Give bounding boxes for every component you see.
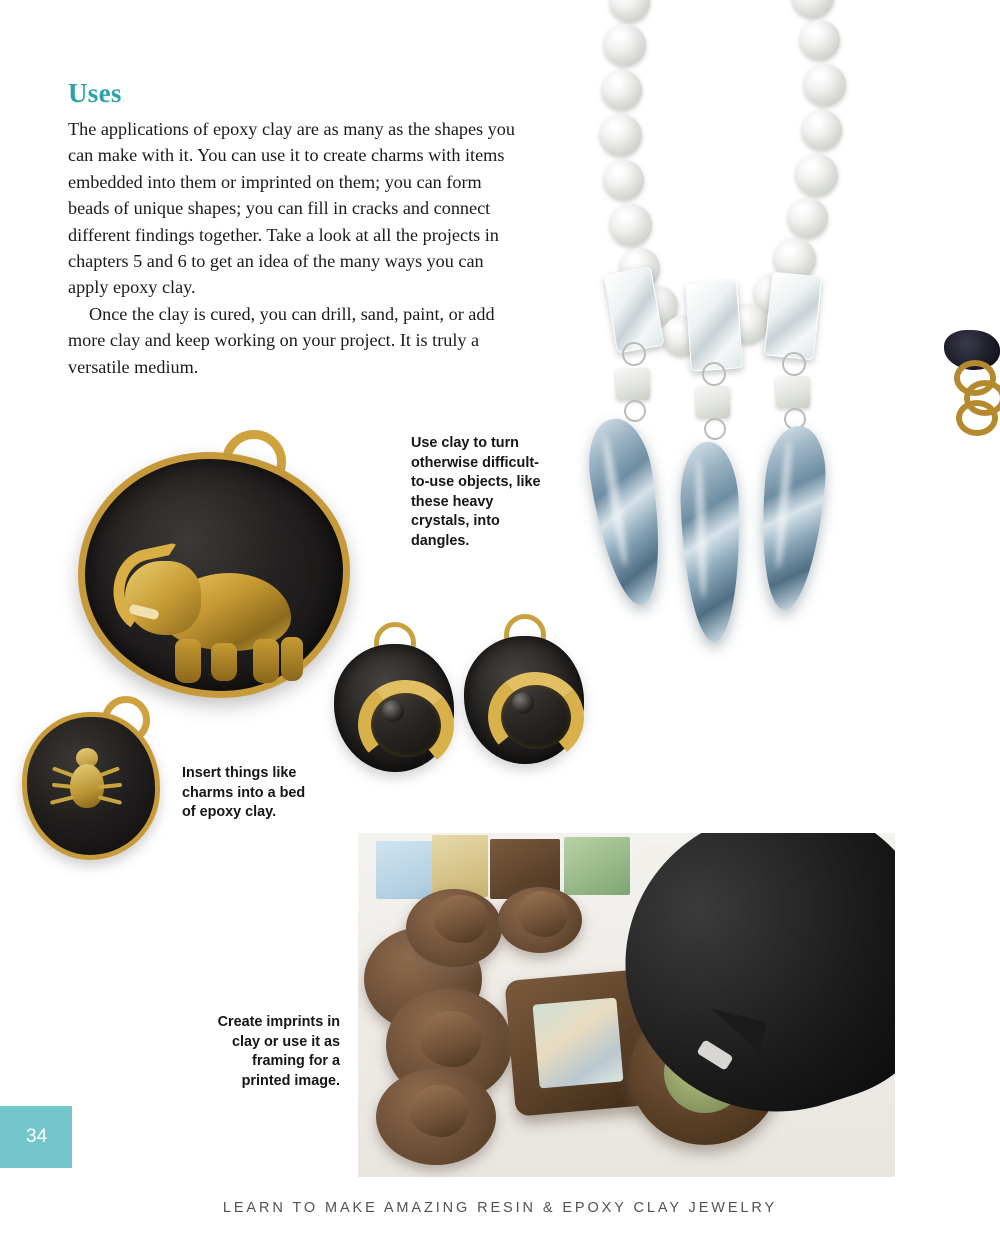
paragraph-2: Once the clay is cured, you can drill, sand, paint, or add more clay and keep working on your project. It is truly a versatile medium. [68,303,495,377]
paragraph-1: The applications of epoxy clay are as many as the shapes you can make with it. You can use it to create charms with items embedded into them or imprinted on them; you can form beads of unique shapes; you can fill in cracks and connect different findings together. Take a look at all the projects in chapters 5 and 6 to get an idea of the many ways you can apply epoxy clay. [68,119,515,298]
beetle-charm-photo [18,690,158,860]
caption-imprints: Create imprints in clay or use it as framing for a printed image. [217,1014,340,1089]
clay-imprint-photo [358,833,895,1177]
caption-insert-charms: Insert things like charms into a bed of epoxy clay. [182,765,306,821]
page-title: Uses [68,78,122,108]
caption-crystals: Use clay to turn otherwise difficult-to-use objects, like these heavy crystals, into dangles. [411,435,541,549]
horseshoe-charm-right [462,614,590,764]
crystal-necklace-photo [560,0,1000,680]
page-number: 34 [26,1126,48,1147]
elephant-pendant-photo [72,420,344,688]
body-text [68,116,523,380]
gold-chain-photo [944,330,1000,440]
book-footer: LEARN TO MAKE AMAZING RESIN & EPOXY CLAY JEWELRY [222,1200,778,1216]
elephant-charm [119,547,319,683]
horseshoe-charm-left [332,622,460,772]
